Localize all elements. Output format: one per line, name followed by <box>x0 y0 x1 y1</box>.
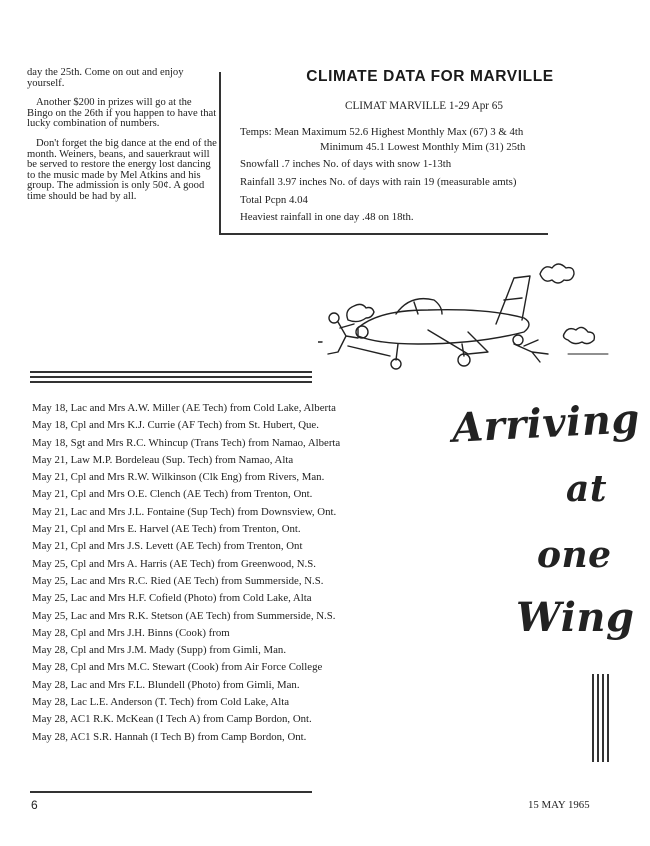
page-number: 6 <box>31 798 38 812</box>
climate-temps-min: Minimum 45.1 Lowest Monthly Mim (31) 25th <box>320 141 526 153</box>
list-item: May 18, Cpl and Mrs K.J. Currie (AF Tech) from St. Hubert, Que. <box>32 419 319 432</box>
list-item: May 28, Cpl and Mrs J.H. Binns (Cook) from <box>32 626 230 639</box>
issue-date: 15 MAY 1965 <box>528 799 590 811</box>
list-item: May 21, Cpl and Mrs O.E. Clench (AE Tech) from Trenton, Ont. <box>32 488 313 501</box>
list-item: May 25, Cpl and Mrs A. Harris (AE Tech) from Greenwood, N.S. <box>32 557 316 570</box>
list-item: May 18, Lac and Mrs A.W. Miller (AE Tech) from Cold Lake, Alberta <box>32 402 336 414</box>
list-item: May 21, Law M.P. Bordeleau (Sup. Tech) from Namao, Alta <box>32 453 294 466</box>
list-item: May 28, Lac L.E. Anderson (T. Tech) from Cold Lake, Alta <box>32 696 289 709</box>
heading-one: one <box>537 534 612 576</box>
heading-at: at <box>566 468 607 510</box>
list-item: May 18, Sgt and Mrs R.C. Whincup (Trans Tech) from Namao, Alberta <box>32 436 341 449</box>
climate-subtitle: CLIMAT MARVILLE 1-29 Apr 65 <box>345 100 503 112</box>
heading-arriving: Arriving <box>450 395 641 452</box>
climate-title: CLIMATE DATA FOR MARVILLE <box>306 68 554 85</box>
list-item: May 28, AC1 R.K. McKean (I Tech A) from Camp Bordon, Ont. <box>32 713 312 726</box>
heading-wing: Wing <box>516 594 635 641</box>
list-item: May 21, Cpl and Mrs E. Harvel (AE Tech) from Trenton, Ont. <box>32 523 301 536</box>
list-item: May 28, Cpl and Mrs J.M. Mady (Supp) from Gimli, Man. <box>32 644 287 657</box>
list-item: May 25, Lac and Mrs R.C. Ried (AE Tech) from Summerside, N.S. <box>32 574 324 587</box>
climate-temps-max: Temps: Mean Maximum 52.6 Highest Monthly Max (67) 3 & 4th <box>240 126 524 138</box>
list-item: May 25, Lac and Mrs H.F. Cofield (Photo) from Cold Lake, Alta <box>32 592 312 605</box>
list-item: May 25, Lac and Mrs R.K. Stetson (AE Tech) from Summerside, N.S. <box>32 609 336 622</box>
section-rule <box>30 376 312 378</box>
jet-cartoon-illustration <box>318 258 618 380</box>
article-paragraph-1: day the 25th. Come on out and enjoy yourself. <box>27 67 184 89</box>
list-item: May 28, Cpl and Mrs M.C. Stewart (Cook) from Air Force College <box>32 661 323 674</box>
footer-rule <box>30 791 312 793</box>
climate-total-pcpn: Total Pcpn 4.04 <box>240 194 308 206</box>
arrivals-list <box>32 402 462 748</box>
climate-snowfall: Snowfall .7 inches No. of days with snow 1-13th <box>240 158 452 170</box>
list-item: May 21, Cpl and Mrs J.S. Levett (AE Tech) from Trenton, Ont <box>32 540 303 553</box>
continued-article <box>27 68 217 212</box>
climate-heaviest-rain: Heaviest rainfall in one day .48 on 18th. <box>240 211 414 223</box>
climate-rainfall: Rainfall 3.97 inches No. of days with rain 19 (measurable amts) <box>240 176 517 188</box>
jet-tail-fin <box>496 276 530 324</box>
smoke-puff-icon <box>564 327 595 343</box>
list-item: May 21, Cpl and Mrs R.W. Wilkinson (Clk Eng) from Rivers, Man. <box>32 471 325 484</box>
article-paragraph-2: Another $200 in prizes will go at the Bingo on the 26th if you happen to have that lucky combination of numbers. <box>27 97 217 130</box>
list-item: May 28, Lac and Mrs F.L. Blundell (Photo) from Gimli, Man. <box>32 678 300 691</box>
list-item: May 21, Lac and Mrs J.L. Fontaine (Sup Tech) from Downsview, Ont. <box>32 505 337 518</box>
section-rule <box>30 381 312 383</box>
article-paragraph-3: Don't forget the big dance at the end of the month. Weiners, beans, and sauerkraut will be served to restore the energy lost dancing to the music made by Mel Atkins and his group. The admission is only 50¢. A good time should be had by all. <box>27 137 217 202</box>
column-divider <box>219 72 221 234</box>
smoke-puff-icon <box>540 264 574 283</box>
section-rule <box>30 371 312 373</box>
decorative-bars <box>592 674 612 762</box>
climate-box-rule <box>219 233 548 235</box>
list-item: May 28, AC1 S.R. Hannah (I Tech B) from Camp Bordon, Ont. <box>32 730 307 743</box>
